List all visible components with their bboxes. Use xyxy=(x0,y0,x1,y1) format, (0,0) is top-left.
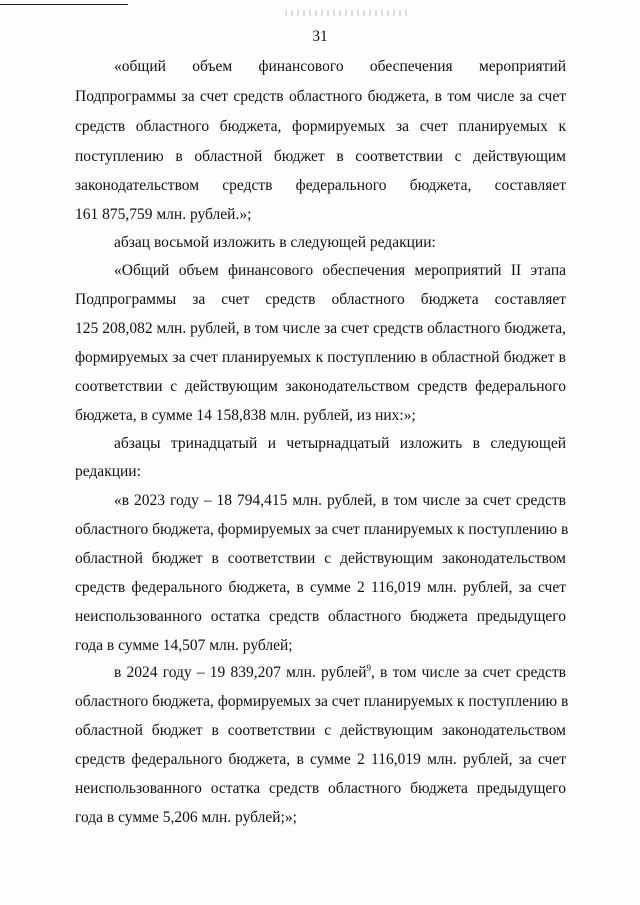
text-line: «Общий объем финансового обеспечения мероприятий II этапа xyxy=(114,262,566,279)
text-line: средств областного бюджета, формируемых за счет планируемых к xyxy=(75,118,566,135)
text-line: бюджета, в сумме 14 158,838 млн. рублей, из них:»; xyxy=(75,407,416,424)
text-line: неиспользованного остатка средств областного бюджета предыдущего xyxy=(75,608,566,625)
text-line: неиспользованного остатка средств областного бюджета предыдущего xyxy=(75,780,566,797)
text-line: областного бюджета, формируемых за счет планируемых к поступлению в xyxy=(75,693,569,710)
text-line: абзац восьмой изложить в следующей редакции: xyxy=(114,234,436,251)
text-line: законодательством средств федерального бюджета, составляет xyxy=(75,177,566,194)
text-line: года в сумме 14,507 млн. рублей; xyxy=(75,637,293,654)
text-line: областной бюджет в соответствии с действующим законодательством xyxy=(75,550,566,567)
text-line: средств федерального бюджета, в сумме 2 116,019 млн. рублей, за счет xyxy=(75,579,566,596)
text-line: абзацы тринадцатый и четырнадцатый изложить в следующей xyxy=(114,435,566,452)
text-line: «в 2023 году – 18 794,415 млн. рублей, в том числе за счет средств xyxy=(114,492,566,509)
text-line: областной бюджет в соответствии с действующим законодательством xyxy=(75,722,566,739)
text-line: 161 875,759 млн. рублей.»; xyxy=(75,206,252,223)
text-line: формируемых за счет планируемых к поступлению в областной бюджет в xyxy=(75,349,566,366)
text-line: поступлению в областной бюджет в соответствии с действующим xyxy=(75,148,566,165)
text-line: средств федерального бюджета, в сумме 2 116,019 млн. рублей, за счет xyxy=(75,751,566,768)
scan-artifact xyxy=(285,10,410,16)
page-number: 31 xyxy=(312,28,328,45)
text-line: редакции: xyxy=(75,463,141,480)
text-line: «общий объем финансового обеспечения мероприятий xyxy=(114,58,566,75)
text-line: года в сумме 5,206 млн. рублей;»; xyxy=(75,809,297,826)
text-line: Подпрограммы за счет средств областного бюджета составляет xyxy=(75,291,566,308)
top-rule xyxy=(0,4,128,5)
text-line-footnoted xyxy=(114,664,566,682)
text-segment: , в том числе за счет средств xyxy=(370,664,566,681)
text-line: областного бюджета, формируемых за счет планируемых к поступлению в xyxy=(75,521,569,538)
text-line: соответствии с действующим законодательством средств федерального xyxy=(75,378,566,395)
text-line: 125 208,082 млн. рублей, в том числе за счет средств областного бюджета, xyxy=(75,320,566,337)
footnote-marker: 9 xyxy=(366,662,371,673)
text-segment: в 2024 году – 19 839,207 млн. рублей xyxy=(114,664,367,681)
text-line: Подпрограммы за счет средств областного бюджета, в том числе за счет xyxy=(75,88,566,105)
